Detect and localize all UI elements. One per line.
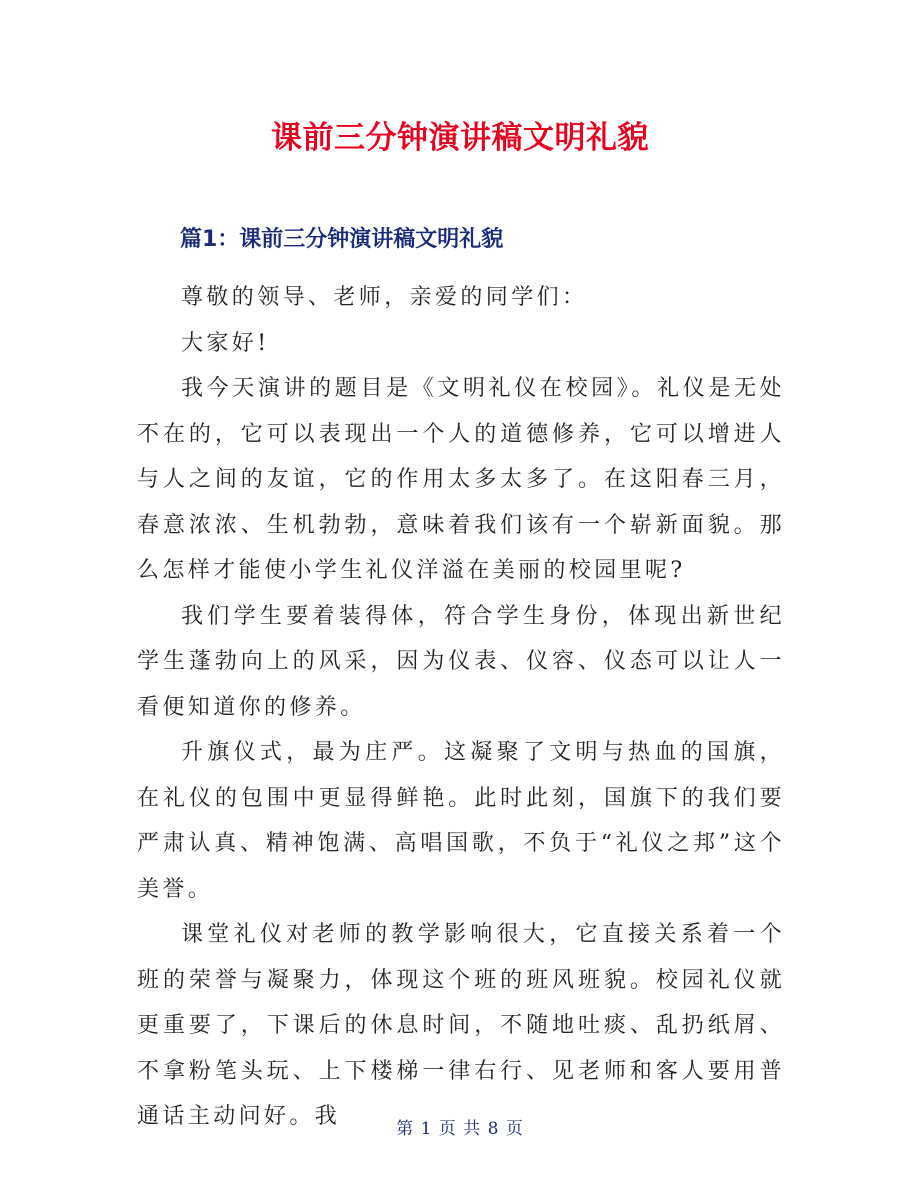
- paragraph-attire: 我们学生要着装得体，符合学生身份，体现出新世纪学生蓬勃向上的风采，因为仪表、仪容、仪态可以让人一看便知道你的修养。: [137, 603, 785, 720]
- paragraph-hello: 大家好!: [181, 330, 270, 356]
- document-body: [137, 275, 785, 1140]
- paragraph-classroom: 课堂礼仪对老师的教学影响很大，它直接关系着一个班的荣誉与凝聚力，体现这个班的班风班貌。校园礼仪就更重要了，下课后的休息时间，不随地吐痰、乱扔纸屑、不拿粉笔头玩、上下楼梯一律右行、见老师和客人要用普通话主动问好。我: [137, 922, 785, 1129]
- paragraph-greeting: 尊敬的领导、老师，亲爱的同学们：: [181, 285, 588, 310]
- page-number-footer: 第 1 页 共 8 页: [396, 1119, 524, 1139]
- paragraph-topic: 我今天演讲的题目是《文明礼仪在校园》。礼仪是无处不在的，它可以表现出一个人的道德修养，它可以增进人与人之间的友谊，它的作用太多太多了。在这阳春三月，春意浓浓、生机勃勃，意味着我们该有一个崭新面貌。那么怎样才能使小学生礼仪洋溢在美丽的校园里呢?: [137, 376, 785, 583]
- section-heading: 篇1：课前三分钟演讲稿文明礼貌: [180, 227, 504, 252]
- document-title: 课前三分钟演讲稿文明礼貌: [271, 120, 649, 156]
- paragraph-flag-ceremony: 升旗仪式，最为庄严。这凝聚了文明与热血的国旗，在礼仪的包围中更显得鲜艳。此时此刻，国旗下的我们要严肃认真、精神饱满、高唱国歌，不负于“礼仪之邦”这个美誉。: [137, 740, 785, 902]
